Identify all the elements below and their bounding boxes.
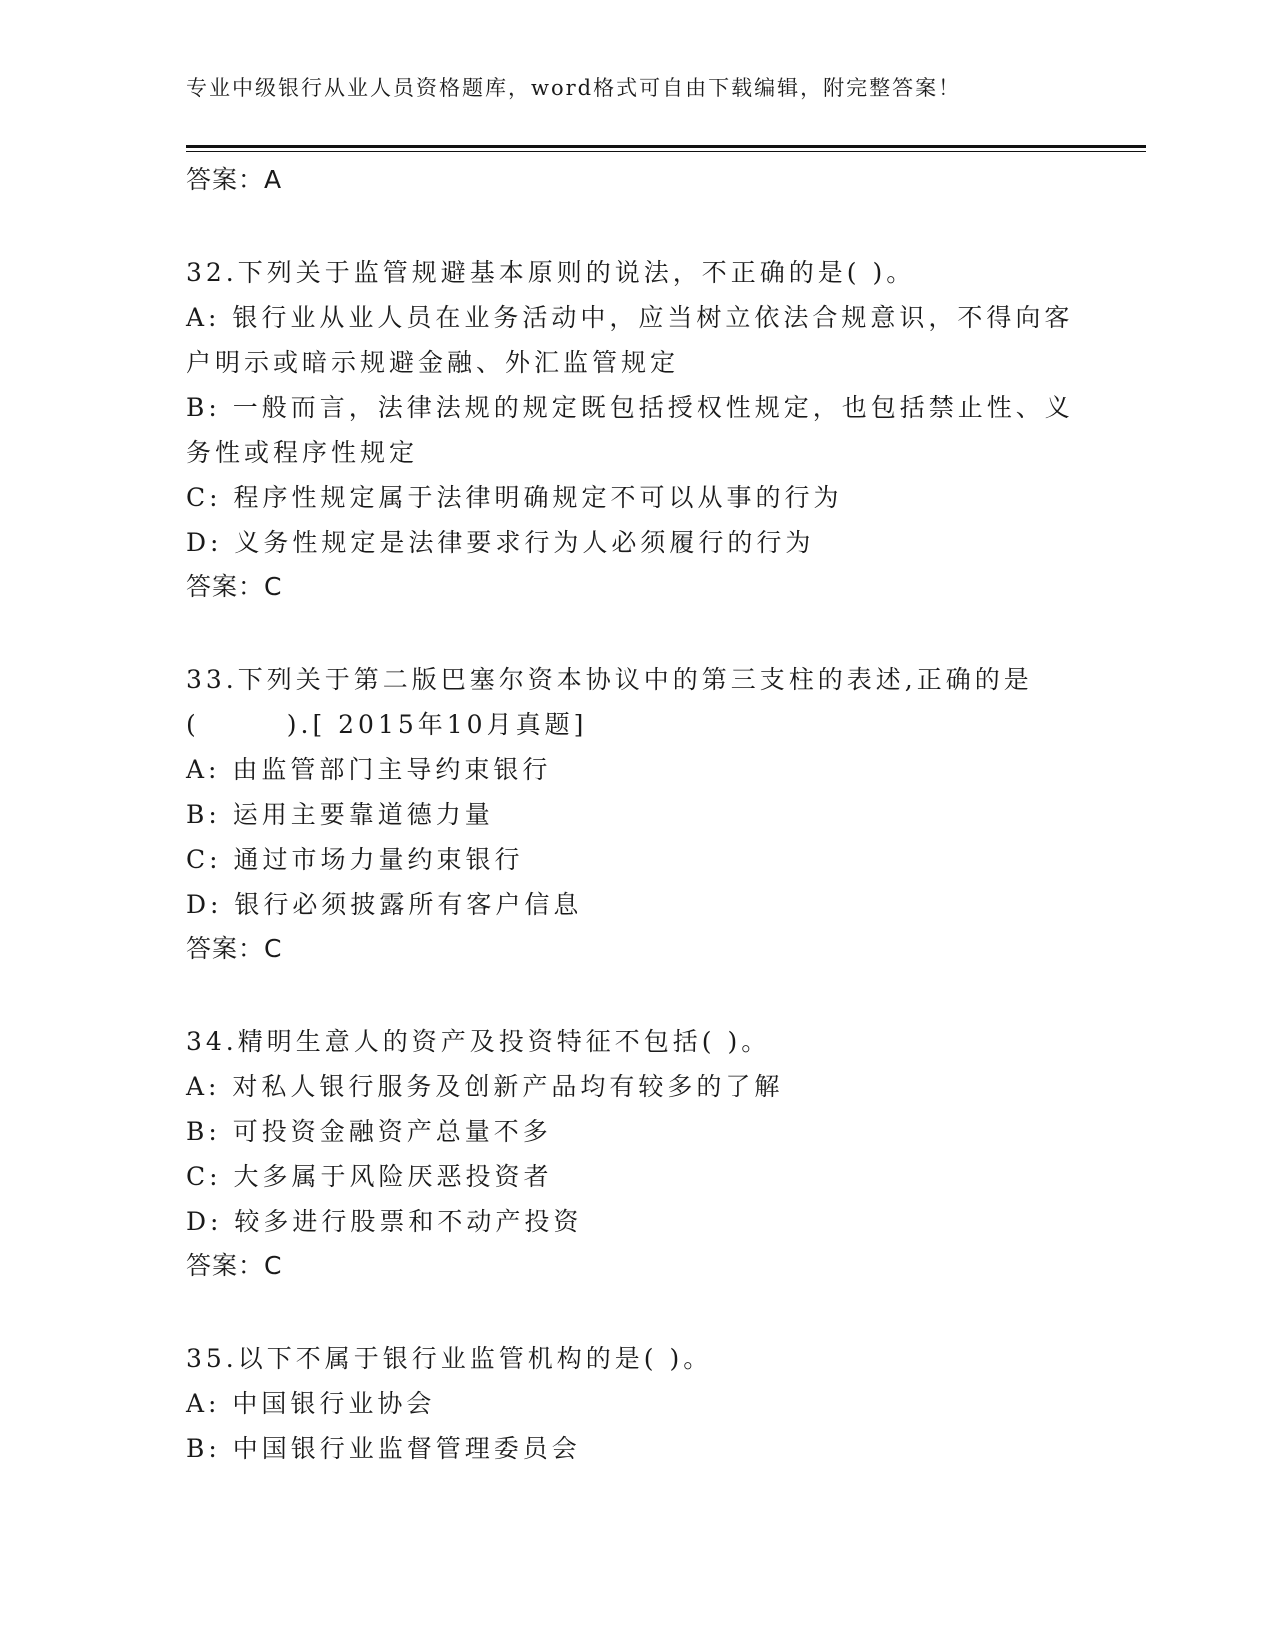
question-34 <box>186 1019 1086 1288</box>
page-header: 专业中级银行从业人员资格题库，word格式可自由下载编辑，附完整答案！ <box>186 76 962 100</box>
option-a-continued: 户明示或暗示规避金融、外汇监管规定 <box>186 348 680 377</box>
question-33 <box>186 657 1086 971</box>
option-c: C: 大多属于风险厌恶投资者 <box>186 1162 553 1191</box>
header-rule-thin <box>186 151 1146 152</box>
question-stem: 35.以下不属于银行业监管机构的是( )。 <box>186 1344 713 1373</box>
option-a: A: 对私人银行服务及创新产品均有较多的了解 <box>186 1072 784 1101</box>
option-a: A: 中国银行业协会 <box>186 1389 436 1418</box>
option-d: D: 银行必须披露所有客户信息 <box>186 890 583 919</box>
answer-31: 答案：A <box>186 165 283 194</box>
question-stem: 33.下列关于第二版巴塞尔资本协议中的第三支柱的表述,正确的是 <box>186 665 1033 694</box>
option-b: B: 中国银行业监督管理委员会 <box>186 1434 581 1463</box>
question-stem: 34.精明生意人的资产及投资特征不包括( )。 <box>186 1027 771 1056</box>
answer: 答案：C <box>186 1251 283 1280</box>
question-35 <box>186 1336 1086 1471</box>
option-b-continued: 务性或程序性规定 <box>186 438 419 467</box>
option-d: D: 较多进行股票和不动产投资 <box>186 1207 583 1236</box>
document-body <box>186 158 1086 1471</box>
option-b: B: 运用主要靠道德力量 <box>186 800 494 829</box>
option-c: C: 通过市场力量约束银行 <box>186 845 524 874</box>
option-b: B: 可投资金融资产总量不多 <box>186 1117 552 1146</box>
question-stem: 32.下列关于监管规避基本原则的说法，不正确的是( )。 <box>186 258 916 287</box>
question-32 <box>186 250 1086 609</box>
header-rule-thick <box>186 145 1146 148</box>
option-a: A: 银行业从业人员在业务活动中，应当树立依法合规意识，不得向客 <box>186 303 1074 332</box>
option-d: D: 义务性规定是法律要求行为人必须履行的行为 <box>186 528 815 557</box>
option-a: A: 由监管部门主导约束银行 <box>186 755 552 784</box>
option-c: C: 程序性规定属于法律明确规定不可以从事的行为 <box>186 483 843 512</box>
answer: 答案：C <box>186 572 283 601</box>
answer: 答案：C <box>186 934 283 963</box>
question-stem-continued: ( ).[ 2015年10月真题] <box>186 710 588 739</box>
option-b: B: 一般而言，法律法规的规定既包括授权性规定，也包括禁止性、义 <box>186 393 1074 422</box>
